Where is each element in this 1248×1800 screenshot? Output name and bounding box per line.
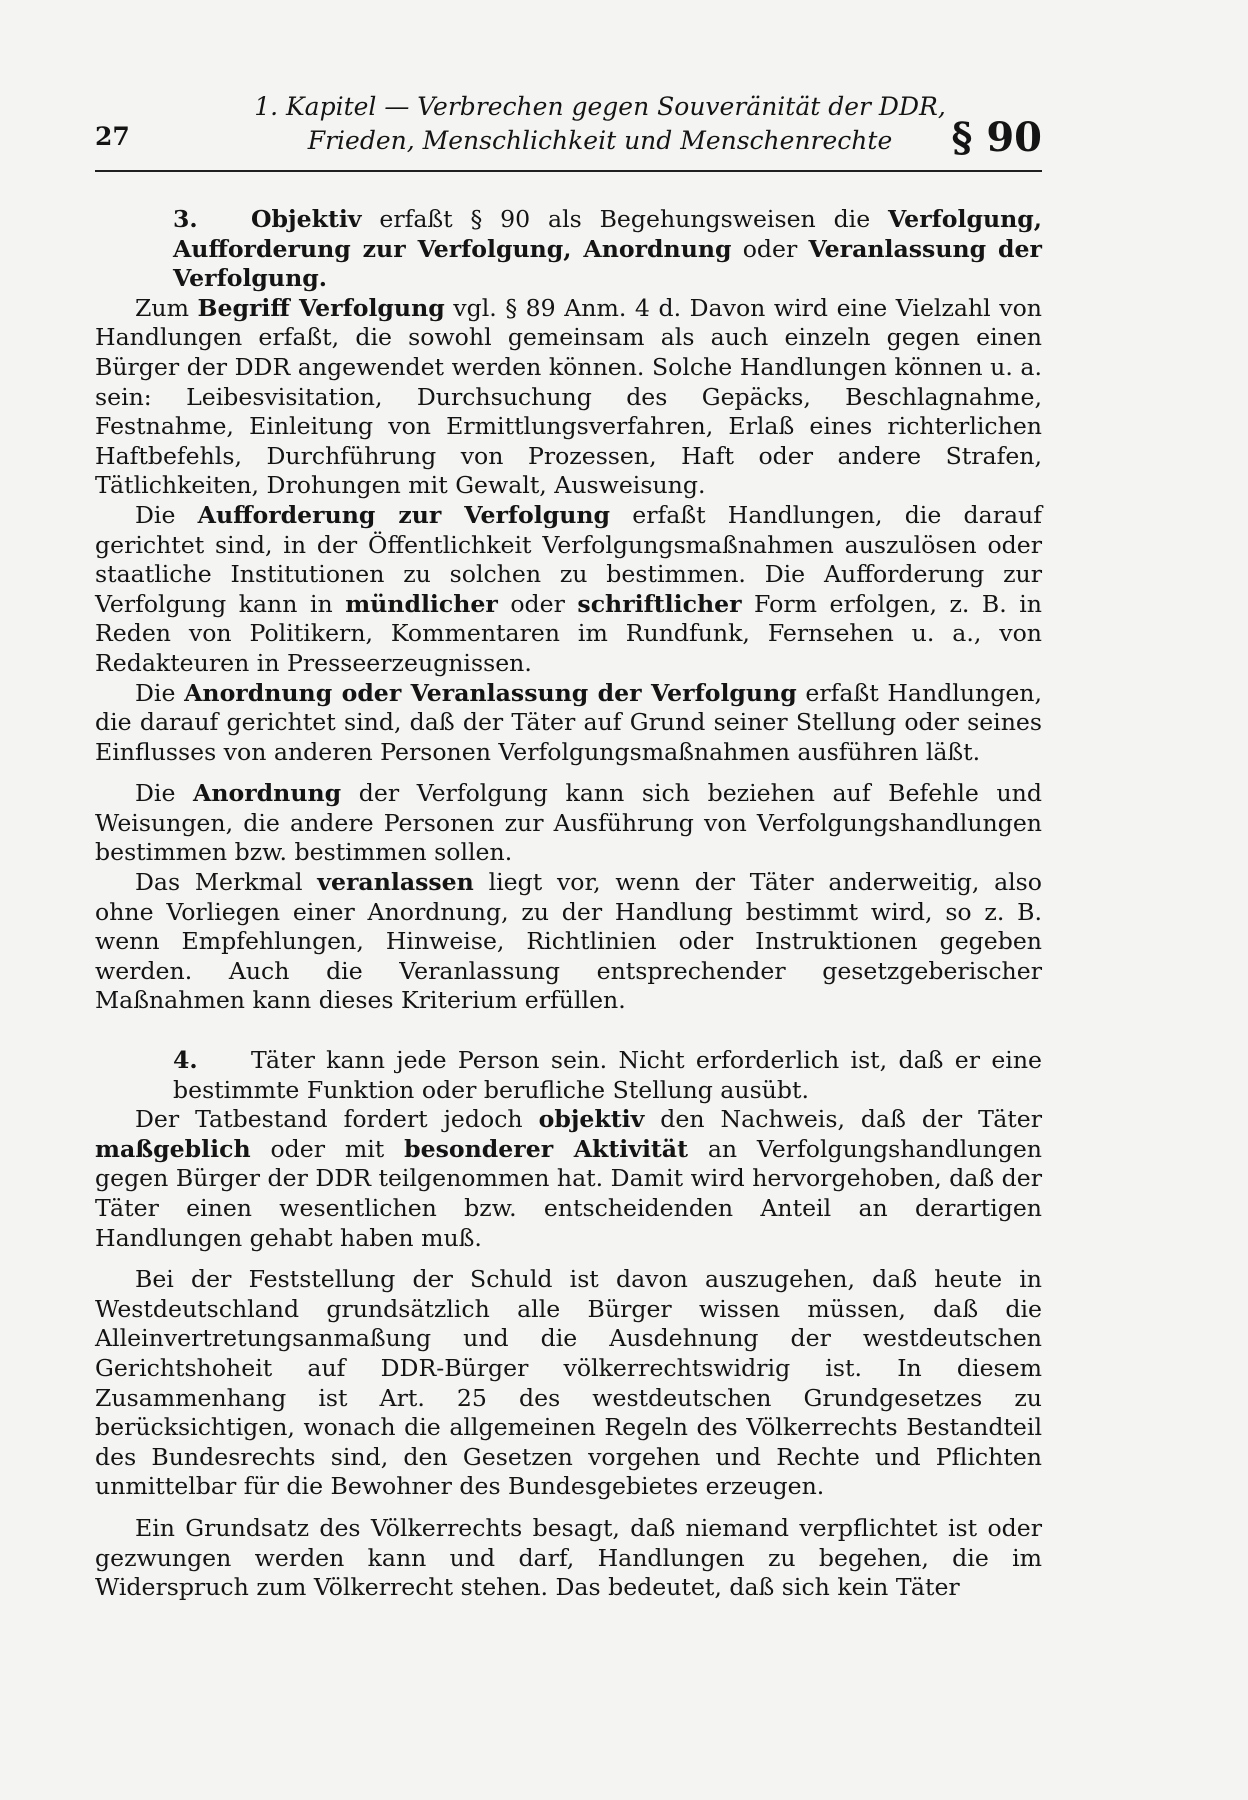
section-marker: § 90 [951,114,1042,161]
text: Der Tatbestand fordert jedoch [135,1105,539,1134]
text: Die [135,500,198,529]
text: der Verfolgung kann sich beziehen auf Befehle und Weisungen, die andere Personen zur Ausführung von Verfolgungshandlungen bestimmen bzw. bestimmen sollen. [95,779,1042,867]
text: Das Merkmal [135,868,318,897]
term: schriftlicher [577,589,742,618]
section-3-paragraph-4 [95,679,1042,768]
term: Anordnung [193,779,342,808]
page-body [95,205,1042,1603]
text: Zum [135,293,198,322]
text: erfaßt § 90 als Begehungsweisen die [361,205,889,233]
section-4-number: 4. [173,1046,198,1075]
section-3-paragraph-3 [95,501,1042,679]
term: Objektiv [251,205,362,233]
spacer [95,1502,1042,1514]
term: maßgeblich [95,1134,251,1163]
term: besonderer Aktivität [404,1134,688,1163]
text: oder mit [250,1134,405,1163]
text: erfaßt Handlungen, die darauf gerichtet sind, in der Öffentlichkeit Verfolgungsmaßnahmen auszulösen oder staatliche Institutionen zu solchen zu bestimmen. Die Aufforderung zur Verfolgung kann in [95,500,1042,618]
spacer [95,1016,1042,1046]
section-3-paragraph-1 [95,205,1042,294]
text: liegt vor, wenn der Täter anderweitig, also ohne Vorliegen einer Anordnung, zu der Handlung bestimmt wird, so z. B. wenn Empfehlungen, Hinweise, Richtlinien oder Instruktionen gegeben werden. Auch die Veranlassung entsprechender gesetzgeberischer Maßnahmen kann dieses Kriterium erfüllen. [95,868,1042,1015]
term: veranlassen [317,868,474,897]
section-3-number: 3. [173,205,198,233]
chapter-title [215,90,985,158]
term: Verfolgung, Aufforderung zur Verfolgung, Anordnung [173,205,1042,263]
text: an Verfolgungshandlungen gegen Bürger der DDR teilgenommen hat. Damit wird hervorgehoben, daß der Täter einen wesentlichen bzw. entscheidenden Anteil an derartigen Handlungen gehabt haben muß. [95,1134,1042,1252]
header-rule [95,170,1042,172]
section-3-paragraph-6 [95,868,1042,1016]
term: Begriff Verfolgung [197,293,445,322]
text: oder [731,234,809,263]
text: Form erfolgen, z. B. in Reden von Politikern, Kommentaren im Rundfunk, Fernsehen u. a., von Redakteuren in Presseerzeugnissen. [95,589,1042,677]
chapter-title-line-1: 1. Kapitel — Verbrechen gegen Souveränität der DDR, [254,92,946,121]
term: objektiv [538,1105,645,1134]
page-header [95,90,1042,170]
text: Die [135,678,185,707]
text: Die [135,779,194,808]
section-4-paragraph-3: Bei der Feststellung der Schuld ist davon auszugehen, daß heute in Westdeutschland grundsätzlich alle Bürger wissen müssen, daß die Alleinvertretungsanmaßung und die Ausdehnung der westdeutschen Gerichtshoheit auf DDR-Bürger völkerrechtswidrig ist. In diesem Zusammenhang ist Art. 25 des westdeutschen Grundgesetzes zu berücksichtigen, wonach die allgemeinen Regeln des Völkerrechts Bestandteil des Bundesrechts sind, den Gesetzen vorgehen und Rechte und Pflichten unmittelbar für die Bewohner des Bundesgebietes erzeugen. [95,1265,1042,1501]
text: vgl. § 89 Anm. 4 d. Davon wird eine Vielzahl von Handlungen erfaßt, die sowohl gemeinsam als auch einzeln gegen einen Bürger der DDR angewendet werden können. Solche Handlungen können u. a. sein: Leibesvisitation, Durchsuchung des Gepäcks, Beschlagnahme, Festnahme, Einleitung von Ermittlungsverfahren, Erlaß eines richterlichen Haftbefehls, Durchführung von Prozessen, Haft oder andere Strafen, Tätlichkeiten, Drohungen mit Gewalt, Ausweisung. [95,293,1042,500]
spacer [95,1253,1042,1265]
term: Anordnung oder Veranlassung der Verfolgung [184,678,797,707]
section-4-paragraph-1 [95,1046,1042,1105]
section-4-paragraph-4: Ein Grundsatz des Völkerrechts besagt, daß niemand verpflichtet ist oder gezwungen werden kann und darf, Handlungen zu begehen, die im Widerspruch zum Völkerrecht stehen. Das bedeutet, daß sich kein Täter [95,1513,1042,1602]
term: Aufforderung zur Verfolgung [197,500,611,529]
text: oder [497,589,578,618]
section-3-paragraph-5 [95,779,1042,868]
section-4-paragraph-2 [95,1105,1042,1253]
section-3-paragraph-2 [95,294,1042,501]
text: den Nachweis, daß der Täter [644,1105,1043,1134]
chapter-title-line-2: Frieden, Menschlichkeit und Menschenrechte [307,126,893,155]
text: Täter kann jede Person sein. Nicht erforderlich ist, daß er eine bestimmte Funktion oder berufliche Stellung ausübt. [173,1046,1042,1104]
term: Veranlassung der Verfolgung. [173,234,1042,293]
term: mündlicher [345,589,498,618]
text: erfaßt Handlungen, die darauf gerichtet sind, daß der Täter auf Grund seiner Stellung oder seines Einflusses von anderen Personen Verfolgungsmaßnahmen ausführen läßt. [95,678,1042,766]
spacer [95,767,1042,779]
page-number: 27 [95,122,130,151]
